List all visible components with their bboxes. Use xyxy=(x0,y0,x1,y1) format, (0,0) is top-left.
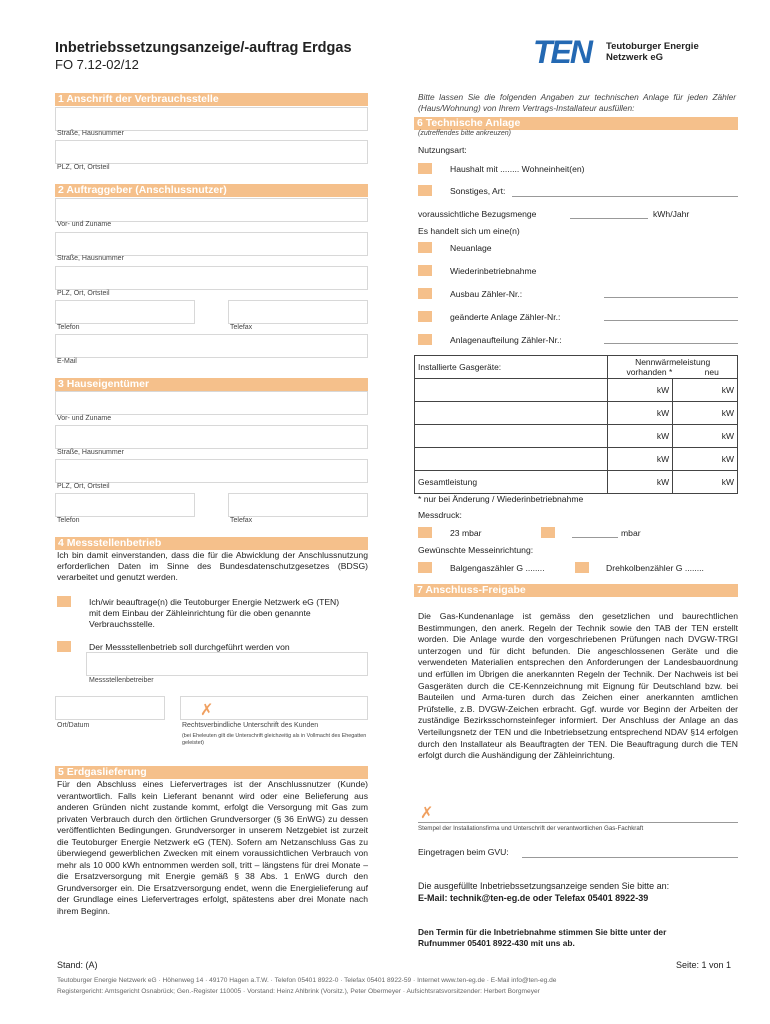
phone-input-3[interactable] xyxy=(55,493,195,517)
page-number: Seite: 1 von 1 xyxy=(676,960,732,970)
table-row[interactable] xyxy=(415,425,738,448)
email-label-2: E-Mail xyxy=(57,358,77,365)
new-kw-cell[interactable]: kW xyxy=(673,448,738,471)
option-other-metering: Der Messstellenbetrieb soll durchgeführt werden von xyxy=(89,642,290,652)
section-3-header: 3 Hauseigentümer xyxy=(55,378,368,391)
meter-removal-input[interactable] xyxy=(604,297,738,298)
installer-stamp-field[interactable] xyxy=(418,802,738,824)
check-hint: (zutreffendes bitte ankreuzen) xyxy=(418,130,511,137)
changed-installation-label: geänderte Anlage Zähler-Nr.: xyxy=(450,312,561,322)
checkbox-ten-metering[interactable] xyxy=(57,596,71,607)
other-mbar-label: mbar xyxy=(621,528,641,538)
plz-input-1[interactable] xyxy=(55,140,368,164)
stamp-mark-icon: ✗ xyxy=(420,805,434,822)
stamp-line xyxy=(418,822,738,823)
meter-removal-label: Ausbau Zähler-Nr.: xyxy=(450,289,523,299)
checkbox-other-metering[interactable] xyxy=(57,641,71,652)
recommissioning-label: Wiederinbetriebnahme xyxy=(450,266,537,276)
gas-appliances-table xyxy=(414,355,738,494)
metering-device-label: Gewünschte Messeinrichtung: xyxy=(418,545,534,555)
registered-label: Eingetragen beim GVU: xyxy=(418,847,509,857)
section-7-header: 7 Anschluss-Freigabe xyxy=(414,584,738,597)
checkbox-diaphragm-meter[interactable] xyxy=(418,562,432,573)
street-label-3: Straße, Hausnummer xyxy=(57,449,124,456)
table-footnote: * nur bei Änderung / Wiederinbetriebnahme xyxy=(418,494,584,504)
name-label-3: Vor- und Zuname xyxy=(57,415,112,422)
company-name-line2: Netzwerk eG xyxy=(606,52,664,63)
checkbox-recommissioning[interactable] xyxy=(418,265,432,276)
changed-installation-input[interactable] xyxy=(604,320,738,321)
street-label-1: Straße, Hausnummer xyxy=(57,130,124,137)
meter-operator-label: Messstellenbetreiber xyxy=(89,677,154,684)
new-kw-cell[interactable]: kW xyxy=(673,379,738,402)
existing-kw-cell[interactable]: kW xyxy=(608,379,673,402)
appliances-header: Installierte Gasgeräte: xyxy=(415,356,608,379)
section-6-header: 6 Technische Anlage xyxy=(414,117,738,130)
name-input-2[interactable] xyxy=(55,198,368,222)
other-usage-label: Sonstiges, Art: xyxy=(450,186,506,196)
name-label-2: Vor- und Zuname xyxy=(57,221,112,228)
checkbox-meter-removal[interactable] xyxy=(418,288,432,299)
company-name-line1: Teutoburger Energie xyxy=(606,41,699,52)
new-kw-cell[interactable]: kW xyxy=(673,402,738,425)
checkbox-new-installation[interactable] xyxy=(418,242,432,253)
rated-power-header xyxy=(608,356,738,379)
fax-input-2[interactable] xyxy=(228,300,368,324)
plz-input-2[interactable] xyxy=(55,266,368,290)
gas-supply-text: Für den Abschluss eines Liefervertrages ist der Anschlussnutzer (Kunde) verantwortlich. Falls kein Lieferant benannt wird oder eine Belieferung aus anderen Gründen nicht zustande kommt, erfolgt die Versorgung mit Gas zum privaten Verbrauch durch den örtlichen Grundversorger (§ 36 EnWG) zu dessen veröffentlichten Bedingungen. Grundversorger in unserem Netzgebiet ist zurzeit die Teutoburger Energie Netzwerk eG (TEN). Sofern am Netzanschluss Gas zu überwiegend gewerblichen Zwecken mit einem voraussichtlichen Verbrauch von mehr als 10 000 kWh entnommen werden soll, tritt – längstens für drei Monate – die Ersatzversorgung mit Energie gemäß § 38 Abs. 1 EnWG durch den Grundversorger ein. Die Ersatzversorgung endet, wenn die Energielieferung auf der Grundlage eines Liefervertrages erfolgt, spätestens aber drei Monate nach ihrem Beginn. xyxy=(57,779,368,916)
name-input-3[interactable] xyxy=(55,391,368,415)
household-label: Haushalt mit ........ Wohneinheit(en) xyxy=(450,164,585,174)
registered-input[interactable] xyxy=(522,857,738,858)
appliance-cell[interactable] xyxy=(415,379,608,402)
23mbar-label: 23 mbar xyxy=(450,528,482,538)
consumption-label: voraussichtliche Bezugsmenge xyxy=(418,209,537,219)
customer-signature-label: Rechtsverbindliche Unterschrift des Kunden xyxy=(182,722,319,729)
form-number: FO 7.12-02/12 xyxy=(55,57,139,72)
new-kw-cell[interactable]: kW xyxy=(673,425,738,448)
usage-type-label: Nutzungsart: xyxy=(418,145,467,155)
type-label: Es handelt sich um eine(n) xyxy=(418,226,520,236)
checkbox-household[interactable] xyxy=(418,163,432,174)
fax-label-3: Telefax xyxy=(230,517,253,524)
fax-label-2: Telefax xyxy=(230,324,253,331)
street-label-2: Straße, Hausnummer xyxy=(57,255,124,262)
fax-input-3[interactable] xyxy=(228,493,368,517)
footer-contact-line: Teutoburger Energie Netzwerk eG · Höhenweg 14 · 49170 Hagen a.T.W. · Telefon 05401 8922-0 · Telefax 05401 8922-59 · Internet www.ten-eg.de · E-Mail info@ten-eg.de xyxy=(57,977,557,984)
checkbox-changed-installation[interactable] xyxy=(418,311,432,322)
signature-note: (bei Eheleuten gilt die Unterschrift gleichzeitig als in Vollmacht des Ehegatten geleistet) xyxy=(182,733,367,746)
table-row[interactable] xyxy=(415,402,738,425)
place-date-label: Ort/Datum xyxy=(57,722,90,729)
existing-kw-cell[interactable]: kW xyxy=(608,425,673,448)
signature-mark-icon: ✗ xyxy=(200,702,214,719)
street-input-2[interactable] xyxy=(55,232,368,256)
consumption-unit: kWh/Jahr xyxy=(653,209,690,219)
intro-text: Bitte lassen Sie die folgenden Angaben zur technischen Anlage für jeden Zähler (Haus/Wohnung) von Ihrem Vertrags-Installateur ausfüllen: xyxy=(418,92,736,113)
metering-consent-text: Ich bin damit einverstanden, dass die für die Abwicklung der Anschlussnutzung erforderlichen Daten im Sinne des Bundesdatenschutzgesetzes (BDSG) verarbeitet und genutzt werden. xyxy=(57,550,368,582)
table-row-total[interactable] xyxy=(415,471,738,494)
appliance-cell[interactable] xyxy=(415,402,608,425)
plz-label-3: PLZ, Ort, Ortsteil xyxy=(57,483,110,490)
company-logo: TEN xyxy=(533,34,591,70)
checkbox-23mbar[interactable] xyxy=(418,527,432,538)
appliance-cell[interactable] xyxy=(415,448,608,471)
place-date-input[interactable] xyxy=(55,696,165,720)
stamp-label: Stempel der Installationsfirma und Unterschrift der verantwortlichen Gas-Fachkraft xyxy=(418,825,644,832)
plz-label-1: PLZ, Ort, Ortsteil xyxy=(57,164,110,171)
other-mbar-input[interactable] xyxy=(572,537,618,538)
section-4-header: 4 Messstellenbetrieb xyxy=(55,537,368,550)
total-existing-kw[interactable]: kW xyxy=(608,471,673,494)
page-title: Inbetriebssetzungsanzeige/-auftrag Erdgas xyxy=(55,40,352,56)
email-input-2[interactable] xyxy=(55,334,368,358)
appliance-cell[interactable] xyxy=(415,425,608,448)
total-new-kw[interactable]: kW xyxy=(673,471,738,494)
checkbox-other-usage[interactable] xyxy=(418,185,432,196)
installation-split-input[interactable] xyxy=(604,343,738,344)
rated-power-title: Nennwärmeleistung xyxy=(635,357,711,367)
plz-label-2: PLZ, Ort, Ortsteil xyxy=(57,290,110,297)
phone-label-3: Telefon xyxy=(57,517,80,524)
send-instruction: Die ausgefüllte Inbetriebssetzungsanzeige senden Sie bitte an: xyxy=(418,881,670,891)
street-input-1[interactable] xyxy=(55,107,368,131)
diaphragm-meter-label: Balgengaszähler G ........ xyxy=(450,563,545,573)
section-2-header: 2 Auftraggeber (Anschlussnutzer) xyxy=(55,184,368,197)
total-power-label: Gesamtleistung xyxy=(415,471,608,494)
option-ten-metering: Ich/wir beauftrage(n) die Teutoburger Energie Netzwerk eG (TEN) mit dem Einbau der Zähleinrichtung für die oben genannte Verbrauchsstelle. xyxy=(89,597,340,629)
plz-input-3[interactable] xyxy=(55,459,368,483)
pressure-label: Messdruck: xyxy=(418,510,462,520)
other-usage-input[interactable] xyxy=(512,196,738,197)
send-contact: E-Mail: technik@ten-eg.de oder Telefax 05401 8922-39 xyxy=(418,893,649,903)
rated-power-subheader xyxy=(610,367,735,377)
appointment-line1: Den Termin für die Inbetriebnahme stimmen Sie bitte unter der xyxy=(418,927,667,937)
approval-text: Die Gas-Kundenanlage ist gemäss den gesetzlichen und baurechtlichen Bestimmungen, den anerk. Regeln der Technik sowie den TAB der TEN erstellt worden. Die Anlage wurde den vorgeschriebenen Prüfungen nach DVGW-TRGI unterzogen und für dicht befunden. Die angeschlossenen Geräte und die verwendeten Materialien entsprechen den Anforderungen der Landesbauordnung und erfüllen im Übrigen die anerkannten Regeln der Technik. Der Nachweis ist bei Gasgeräten durch die CE-Kennzeichnung mit Eignung für Deutschland bzw. bei Bauteilen und Arma-turen durch das Zeichen einer anerkannten amtlichen Prüfstelle, z.B. DVGW-Zeichen erbracht. Ggf. wurde vor Beginn der Arbeiten der zuständige Bezirksschornsteinfeger informiert. Der Anschluss der Anlage an das Verteilungsnetz der TEN und die Inbetriebsetzung entsprechend NDAV §14 erfolgen durch den Installateur als Beauftragten der TEN. Die Beauftragung durch die TEN erfolgt durch die Aushändigung der Zähleinrichtung. xyxy=(418,611,738,761)
version-stand: Stand: (A) xyxy=(57,960,98,970)
rotary-meter-label: Drehkolbenzähler G ........ xyxy=(606,563,704,573)
checkbox-rotary-meter[interactable] xyxy=(575,562,589,573)
existing-col-label: vorhanden * xyxy=(626,367,673,377)
checkbox-other-mbar[interactable] xyxy=(541,527,555,538)
phone-input-2[interactable] xyxy=(55,300,195,324)
checkbox-installation-split[interactable] xyxy=(418,334,432,345)
appointment-line2: Rufnummer 05401 8922-430 mit uns ab. xyxy=(418,938,575,948)
new-col-label: neu xyxy=(704,367,719,377)
section-5-header: 5 Erdgaslieferung xyxy=(55,766,368,779)
meter-operator-input[interactable] xyxy=(86,652,368,676)
table-row[interactable] xyxy=(415,448,738,471)
footer-register-line: Registergericht: Amtsgericht Osnabrück; Gen.-Register 110005 · Vorstand: Heinz Ahlbrink (Vorsitz.), Peter Obermeyer · Aufsichtsratsvorsitzender: Herbert Borgmeyer xyxy=(57,988,540,995)
installation-split-label: Anlagenaufteilung Zähler-Nr.: xyxy=(450,335,562,345)
street-input-3[interactable] xyxy=(55,425,368,449)
existing-kw-cell[interactable]: kW xyxy=(608,402,673,425)
consumption-input[interactable] xyxy=(570,218,648,219)
new-installation-label: Neuanlage xyxy=(450,243,492,253)
existing-kw-cell[interactable]: kW xyxy=(608,448,673,471)
table-row[interactable] xyxy=(415,379,738,402)
section-1-header: 1 Anschrift der Verbrauchsstelle xyxy=(55,93,368,106)
phone-label-2: Telefon xyxy=(57,324,80,331)
